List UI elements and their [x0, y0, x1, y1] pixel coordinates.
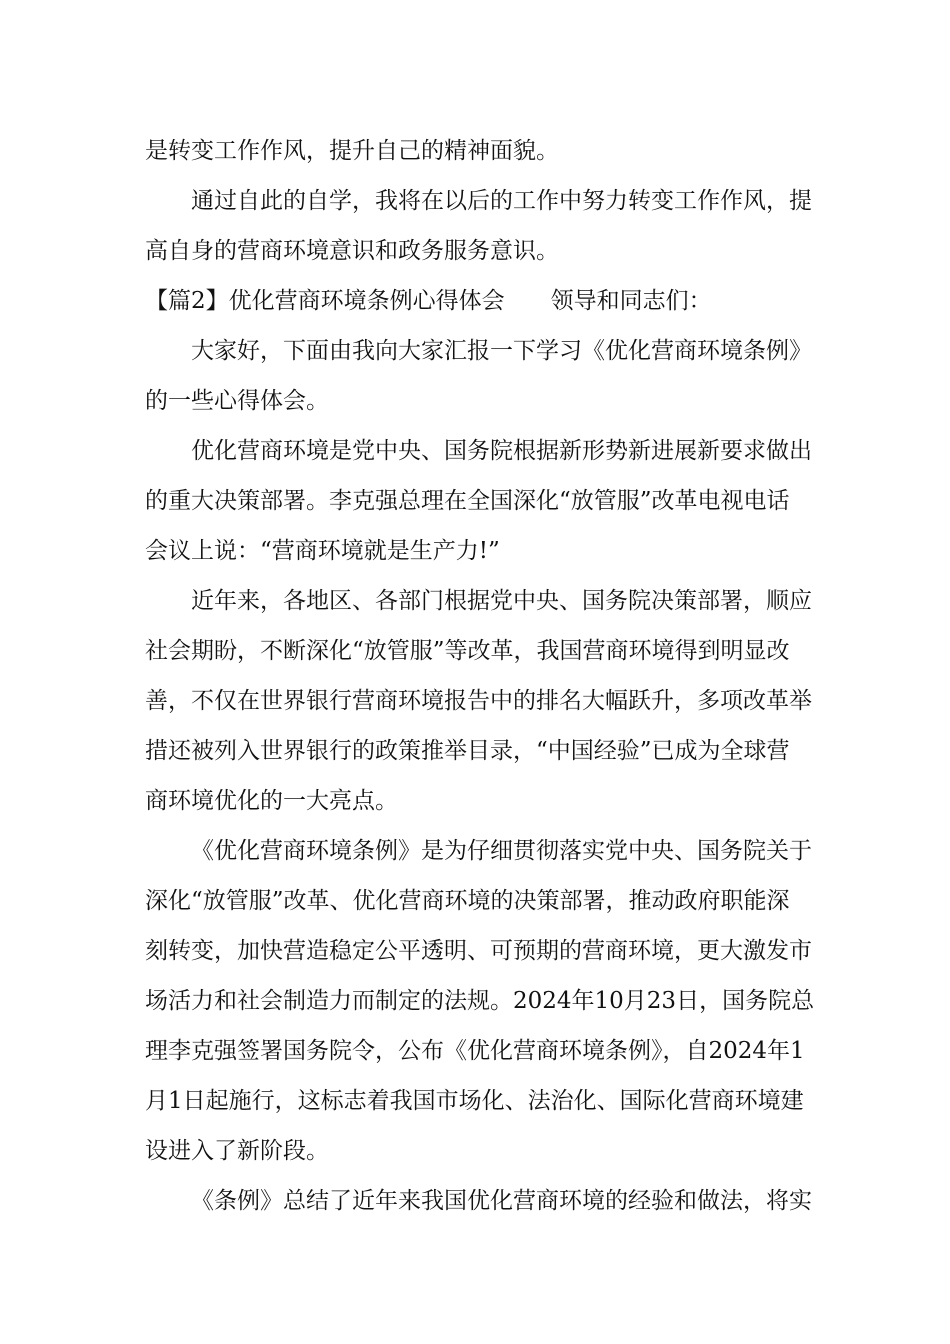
text-line: 高自身的营商环境意识和政务服务意识。	[145, 238, 559, 264]
text-line: 月1日起施行，这标志着我国市场化、法治化、国际化营商环境建	[145, 1088, 804, 1114]
text-line: 优化营商环境是党中央、国务院根据新形势新进展新要求做出	[191, 438, 812, 464]
text-line: 深化“放管服”改革、优化营商环境的决策部署，推动政府职能深	[145, 888, 790, 914]
text-line: 通过自此的自学，我将在以后的工作中努力转变工作作风，提	[191, 188, 812, 214]
text-line: 的一些心得体会。	[145, 388, 329, 414]
text-line: 理李克强签署国务院令，公布《优化营商环境条例》，自2024年1	[145, 1038, 805, 1064]
text-line: 《条例》总结了近年来我国优化营商环境的经验和做法，将实	[191, 1188, 812, 1214]
text-line: 的重大决策部署。李克强总理在全国深化“放管服”改革电视电话	[145, 488, 790, 514]
text-line: 《优化营商环境条例》是为仔细贯彻落实党中央、国务院关于	[191, 838, 812, 864]
text-line: 大家好，下面由我向大家汇报一下学习《优化营商环境条例》	[191, 338, 812, 364]
text-line: 设进入了新阶段。	[145, 1138, 329, 1164]
text-line: 场活力和社会制造力而制定的法规。2024年10月23日，国务院总	[145, 988, 815, 1014]
text-line: 社会期盼，不断深化“放管服”等改革，我国营商环境得到明显改	[145, 638, 790, 664]
text-line: 近年来，各地区、各部门根据党中央、国务院决策部署，顺应	[191, 588, 812, 614]
text-line: 善，不仅在世界银行营商环境报告中的排名大幅跃升，多项改革举	[145, 688, 812, 714]
text-line: 商环境优化的一大亮点。	[145, 788, 398, 814]
text-line: 刻转变，加快营造稳定公平透明、可预期的营商环境，更大激发市	[145, 938, 812, 964]
text-line: 会议上说：“营商环境就是生产力!”	[145, 538, 500, 564]
text-line: 是转变工作作风，提升自己的精神面貌。	[145, 138, 559, 164]
text-line: 措还被列入世界银行的政策推举目录，“中国经验”已成为全球营	[145, 738, 790, 764]
section-heading: 【篇2】优化营商环境条例心得体会 领导和同志们：	[145, 288, 712, 314]
